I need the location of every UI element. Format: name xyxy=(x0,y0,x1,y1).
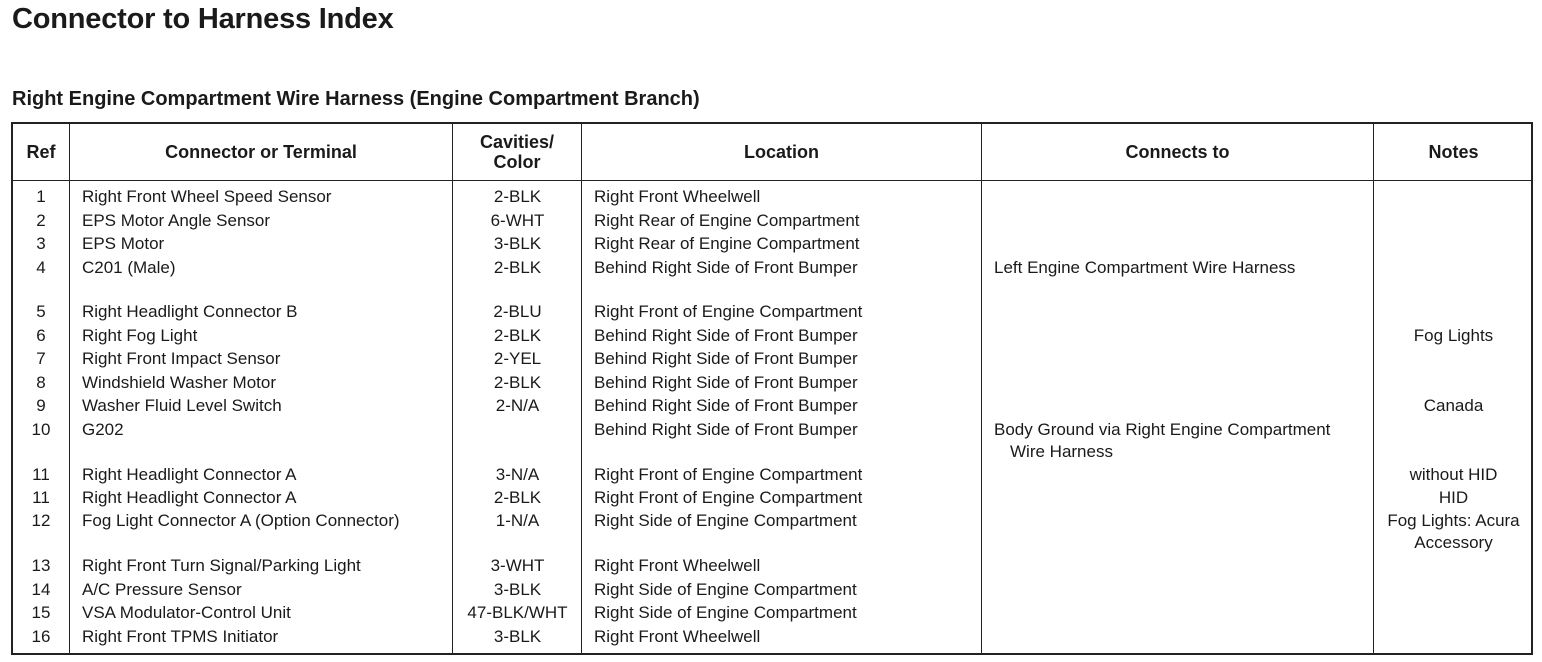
row-connector: Right Front Turn Signal/Parking Light xyxy=(82,556,361,575)
header-notes: Notes xyxy=(1428,142,1479,162)
row-ref: 11 xyxy=(32,465,50,484)
row-connector: VSA Modulator-Control Unit xyxy=(82,603,291,622)
row-ref: 9 xyxy=(36,396,46,415)
row-connector: Right Fog Light xyxy=(82,326,198,345)
row-location: Right Front of Engine Compartment xyxy=(594,488,863,507)
row-location: Right Rear of Engine Compartment xyxy=(594,234,860,253)
row-connector: A/C Pressure Sensor xyxy=(82,580,242,599)
row-ref: 4 xyxy=(36,258,46,277)
row-ref: 3 xyxy=(36,234,46,253)
row-connector: EPS Motor Angle Sensor xyxy=(82,211,271,230)
row-cavities: 2-BLK xyxy=(493,187,542,206)
row-location: Right Front Wheelwell xyxy=(594,556,761,575)
header-connector: Connector or Terminal xyxy=(165,142,357,162)
row-ref: 7 xyxy=(36,349,46,368)
row-connector: Right Front Impact Sensor xyxy=(82,349,281,368)
header-location: Location xyxy=(744,142,819,162)
row-cavities: 2-BLK xyxy=(493,258,542,277)
row-location: Right Front of Engine Compartment xyxy=(594,465,863,484)
header-cavities-line2: Color xyxy=(493,152,541,172)
row-ref: 2 xyxy=(36,211,46,230)
row-notes: Fog Lights: Acura Accessory xyxy=(1374,510,1533,554)
section-title: Right Engine Compartment Wire Harness (Engine Compartment Branch) xyxy=(12,88,700,110)
header-cavities-line1: Cavities/ xyxy=(479,132,555,152)
column-divider xyxy=(452,124,453,653)
row-cavities: 3-BLK xyxy=(493,627,542,646)
row-notes: Canada xyxy=(1423,396,1484,415)
row-location: Behind Right Side of Front Bumper xyxy=(594,420,858,439)
row-connector: Fog Light Connector A (Option Connector) xyxy=(82,511,400,530)
row-cavities: 47-BLK/WHT xyxy=(467,603,568,622)
row-connector: Right Headlight Connector B xyxy=(82,302,298,321)
row-connector: Right Headlight Connector A xyxy=(82,488,297,507)
row-notes: without HID xyxy=(1409,465,1498,484)
page-title: Connector to Harness Index xyxy=(12,3,394,35)
row-notes: HID xyxy=(1438,488,1469,507)
row-cavities: 3-N/A xyxy=(495,465,540,484)
row-ref: 13 xyxy=(31,556,51,575)
row-location: Right Side of Engine Compartment xyxy=(594,511,857,530)
row-ref: 12 xyxy=(31,511,51,530)
row-connector: EPS Motor xyxy=(82,234,165,253)
row-location: Right Rear of Engine Compartment xyxy=(594,211,860,230)
row-ref: 15 xyxy=(31,603,51,622)
row-connector: Right Front TPMS Initiator xyxy=(82,627,279,646)
row-notes: Fog Lights xyxy=(1413,326,1494,345)
row-cavities: 3-BLK xyxy=(493,234,542,253)
column-divider xyxy=(981,124,982,653)
row-connector: Washer Fluid Level Switch xyxy=(82,396,282,415)
header-connects-to: Connects to xyxy=(1125,142,1230,162)
header-divider xyxy=(13,180,1531,181)
row-ref: 6 xyxy=(36,326,46,345)
row-location: Behind Right Side of Front Bumper xyxy=(594,326,858,345)
row-ref: 11 xyxy=(32,488,50,507)
row-ref: 10 xyxy=(31,420,51,439)
row-cavities: 3-WHT xyxy=(490,556,545,575)
row-cavities: 2-YEL xyxy=(493,349,542,368)
row-cavities: 2-BLK xyxy=(493,488,542,507)
row-location: Right Front Wheelwell xyxy=(594,187,761,206)
column-divider xyxy=(581,124,582,653)
row-connector: Windshield Washer Motor xyxy=(82,373,276,392)
row-notes-continued: Accessory xyxy=(1414,533,1493,552)
header-cavities xyxy=(453,124,581,180)
row-cavities: 2-BLK xyxy=(493,373,542,392)
row-location: Behind Right Side of Front Bumper xyxy=(594,373,858,392)
row-cavities: 3-BLK xyxy=(493,580,542,599)
column-divider xyxy=(69,124,70,653)
row-ref: 1 xyxy=(36,187,46,206)
row-location: Behind Right Side of Front Bumper xyxy=(594,396,858,415)
row-cavities: 2-BLU xyxy=(493,302,542,321)
row-connects-to-continued: Wire Harness xyxy=(1010,442,1113,461)
row-location: Right Side of Engine Compartment xyxy=(594,603,857,622)
row-location: Behind Right Side of Front Bumper xyxy=(594,349,858,368)
row-connector: Right Front Wheel Speed Sensor xyxy=(82,187,332,206)
row-cavities: 6-WHT xyxy=(490,211,545,230)
column-divider xyxy=(1373,124,1374,653)
row-location: Right Front Wheelwell xyxy=(594,627,761,646)
row-connector: C201 (Male) xyxy=(82,258,176,277)
row-location: Right Side of Engine Compartment xyxy=(594,580,857,599)
row-ref: 14 xyxy=(31,580,51,599)
row-cavities: 2-N/A xyxy=(495,396,540,415)
row-cavities: 2-BLK xyxy=(493,326,542,345)
connector-table xyxy=(11,122,1533,655)
row-connector: Right Headlight Connector A xyxy=(82,465,297,484)
row-cavities: 1-N/A xyxy=(495,511,540,530)
row-connects-to: Body Ground via Right Engine Compartment Wire Harness xyxy=(994,420,1331,461)
row-ref: 16 xyxy=(31,627,51,646)
row-connects-to: Left Engine Compartment Wire Harness xyxy=(994,258,1296,277)
row-connector: G202 xyxy=(82,420,124,439)
row-ref: 8 xyxy=(36,373,46,392)
header-ref: Ref xyxy=(26,142,56,162)
row-location: Behind Right Side of Front Bumper xyxy=(594,258,858,277)
row-location: Right Front of Engine Compartment xyxy=(594,302,863,321)
row-ref: 5 xyxy=(36,302,46,321)
